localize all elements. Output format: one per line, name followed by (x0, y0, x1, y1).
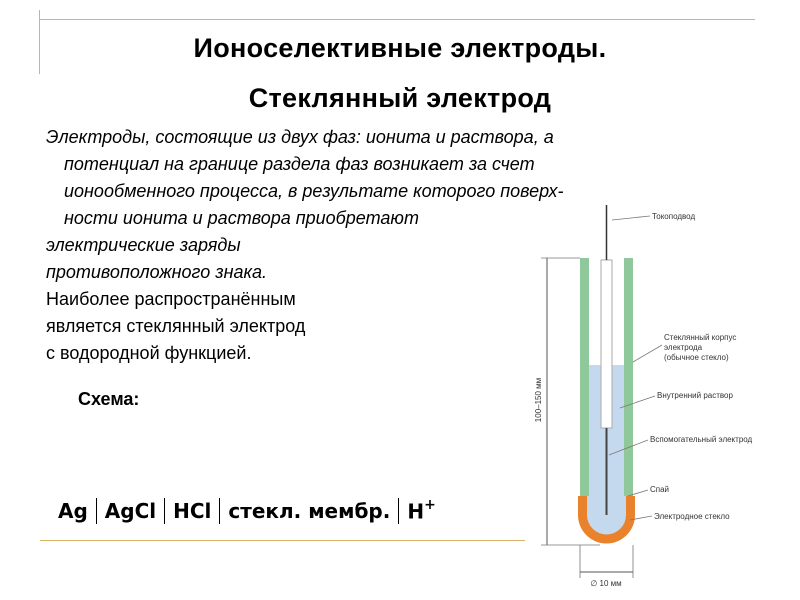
body-wall-right (624, 258, 633, 498)
text-line: с водородной функцией. (46, 343, 252, 363)
ion-symbol: H (407, 499, 425, 524)
label-lead: Токоподвод (652, 212, 696, 221)
formula-term-agcl: AgCl (104, 499, 157, 523)
phase-boundary (398, 498, 399, 524)
text-line: Электроды, состоящие из двух фаз: ионита и раствора, а (46, 127, 554, 147)
inner-tube (601, 260, 612, 428)
label-aux-electrode: Вспомогательный электрод (650, 435, 753, 444)
formula-term-membrane: стекл. мембр. (228, 499, 391, 523)
decor-line-top (40, 19, 755, 20)
glass-electrode-diagram (520, 200, 800, 600)
ion-charge: + (424, 496, 436, 513)
phase-boundary (96, 498, 97, 524)
cell-scheme-formula (52, 496, 442, 526)
label-junction: Спай (650, 485, 670, 494)
decor-line-bottom (40, 540, 525, 541)
diameter-label: ∅ 10 мм (590, 579, 622, 588)
text-line: потенциал на границе раздела фаз возникает за счет (64, 154, 535, 174)
callout-body (633, 345, 662, 362)
callout-lead (612, 216, 650, 220)
body-wall-left (580, 258, 589, 498)
text-line: ности ионита и раствора приобретают (64, 208, 419, 228)
slide-title: Ионоселективные электроды. (193, 33, 607, 63)
formula-term-hcl: HCl (173, 499, 212, 523)
text-line: электрические заряды (46, 235, 241, 255)
text-line: противоположного знака. (46, 262, 268, 282)
label-body-2: электрода (664, 343, 703, 352)
label-inner-solution: Внутренний раствор (657, 391, 733, 400)
text-line: Наиболее распространённым (46, 289, 296, 309)
label-body-3: (обычное стекло) (664, 353, 729, 362)
text-line: ионообменного процесса, в результате которого поверх- (64, 181, 564, 201)
phase-boundary (164, 498, 165, 524)
slide-subtitle: Стеклянный электрод (248, 83, 552, 113)
length-label: 100–150 мм (534, 377, 543, 423)
text-line: является стеклянный электрод (46, 316, 306, 336)
formula-term-ag: Ag (58, 499, 88, 523)
formula-term-h-ion (401, 496, 441, 524)
phase-boundary (219, 498, 220, 524)
label-body-1: Стеклянный корпус (664, 333, 737, 342)
schema-label: Схема: (78, 389, 140, 409)
label-electrode-glass: Электродное стекло (654, 512, 730, 521)
